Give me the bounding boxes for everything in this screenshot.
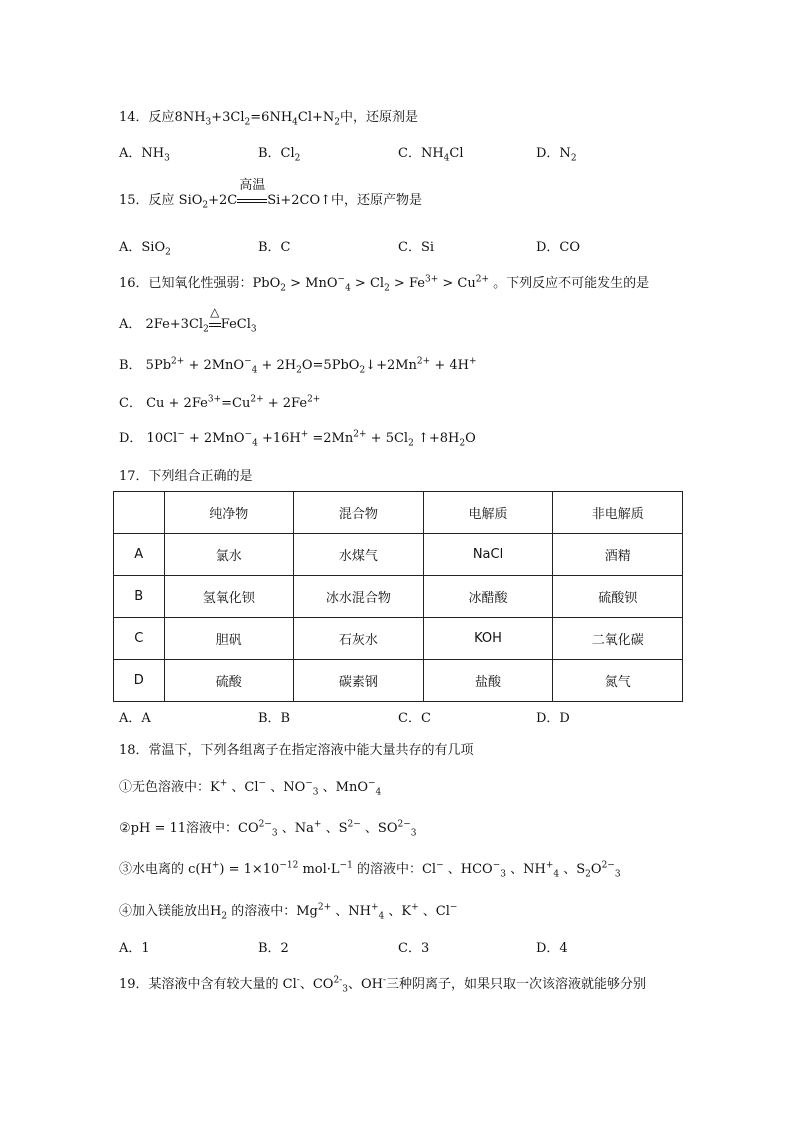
question-18-item-2: ②pH = 11溶液中：$CO^{2-}_3$ 、Na+ 、$S^{2-}$ 、$SO^{2-}_3$ xyxy=(119,819,417,839)
option-c: C．C xyxy=(398,711,431,726)
question-15-options xyxy=(119,239,679,257)
table-header: 非电解质 xyxy=(553,492,683,534)
table-cell: B xyxy=(114,576,165,618)
table-cell: 胆矾 xyxy=(164,618,294,660)
table-cell: KOH xyxy=(423,618,553,660)
table-cell: 酒精 xyxy=(553,534,683,576)
question-17-options xyxy=(119,710,679,728)
table-cell: 盐酸 xyxy=(423,660,553,702)
option-a: A．A xyxy=(119,711,151,726)
table-cell: 水煤气 xyxy=(294,534,424,576)
option-a: A．SiO$_2$ xyxy=(119,240,171,258)
question-18-options xyxy=(119,940,679,958)
option-b: B．$Cl_2$ xyxy=(258,146,301,164)
table-cell: 硫酸 xyxy=(164,660,294,702)
table-header: 电解质 xyxy=(423,492,553,534)
option-c: C．$NH_4Cl$ xyxy=(398,146,464,164)
heat-condition: △ xyxy=(209,316,221,334)
table-cell: C xyxy=(114,618,165,660)
table-cell xyxy=(114,492,165,534)
table-cell: 氢氧化钡 xyxy=(164,576,294,618)
table-cell: A xyxy=(114,534,165,576)
question-18-item-1: ①无色溶液中：K+ 、Cl− 、$NO^-_3$ 、MnO−$_4$ xyxy=(119,778,382,798)
question-16-stem: 16．已知氧化性强弱：$PbO_2 > MnO^-_4 > Cl_2 > Fe^{3+} > Cu^{2+}$ 。下列反应不可能发生的是 xyxy=(119,274,650,294)
table-cell: 冰水混合物 xyxy=(294,576,424,618)
table-cell: 石灰水 xyxy=(294,618,424,660)
table-row xyxy=(114,618,683,660)
question-15-stem: 15．反应 SiO$_2$+2C 高温 Si+2CO↑中，还原产物是 xyxy=(119,178,422,211)
table-header: 纯净物 xyxy=(164,492,294,534)
option-c: C．Si xyxy=(398,240,435,255)
option-d: D．4 xyxy=(536,941,568,956)
table-cell: 冰醋酸 xyxy=(423,576,553,618)
table-cell: 二氧化碳 xyxy=(553,618,683,660)
question-16-option-c: C． $Cu + 2Fe^{3+}=Cu^{2+} + 2Fe^{2+}$ xyxy=(119,394,321,411)
question-14-stem: 14．反应$8NH_3+3Cl_2=6NH_4Cl+N_2$中，还原剂是 xyxy=(119,110,419,128)
question-16-option-d: D． $10Cl^- + 2MnO^-_4 +16H^+ =2Mn^{2+} + 5Cl_2$ $↑+8H_2O$ xyxy=(119,429,476,449)
option-b: B．2 xyxy=(258,941,289,956)
option-a: A．1 xyxy=(119,941,150,956)
option-a: A．$NH_3$ xyxy=(119,146,170,164)
question-16-option-a: A． $2Fe+3Cl_2$ △ FeCl$_3$ xyxy=(119,305,257,335)
option-d: D．CO xyxy=(536,240,581,255)
table-header-row xyxy=(114,492,683,534)
question-14-options xyxy=(119,145,679,163)
reaction-condition: 高温 xyxy=(237,192,267,210)
table-cell: NaCl xyxy=(423,534,553,576)
option-b: B．B xyxy=(258,711,291,726)
question-18-stem: 18．常温下，下列各组离子在指定溶液中能大量共存的有几项 xyxy=(119,743,474,758)
question-19-stem: 19．某溶液中含有较大量的 Cl-、$CO^{2-}_3$、OH-三种阴离子，如果只取一次该溶液就能够分别 xyxy=(119,975,647,995)
table-cell: D xyxy=(114,660,165,702)
table-cell: 氯水 xyxy=(164,534,294,576)
option-d: D．D xyxy=(536,711,570,726)
table-row xyxy=(114,660,683,702)
table-header: 混合物 xyxy=(294,492,424,534)
option-d: D．$N_2$ xyxy=(536,146,577,164)
question-16-option-b: B． $5Pb^{2+} + 2MnO^-_4$ + $2H_2O=5PbO_2↓+2Mn^{2+} + 4H^+$ xyxy=(119,356,477,376)
table-cell: 碳素钢 xyxy=(294,660,424,702)
question-18-item-3: ③水电离的 $c(H^+) = 1\times 10^{-12}$ $mol\cdot L^{-1}$ 的溶液中：Cl− 、$HCO^-_3$ 、$NH^+_4$ 、$S_2O^{2-}_3$ xyxy=(119,860,621,880)
table-row xyxy=(114,534,683,576)
table-cell: 硫酸钡 xyxy=(553,576,683,618)
option-b: B．C xyxy=(258,240,291,255)
table-cell: 氮气 xyxy=(553,660,683,702)
question-17-stem: 17．下列组合正确的是 xyxy=(119,469,253,484)
table-row xyxy=(114,576,683,618)
question-18-item-4: ④加入镁能放出$H_2$ 的溶液中：$Mg^{2+}$ 、$NH^+_4$ 、K+ 、Cl− xyxy=(119,902,458,922)
question-17-table xyxy=(113,491,683,702)
option-c: C．3 xyxy=(398,941,430,956)
